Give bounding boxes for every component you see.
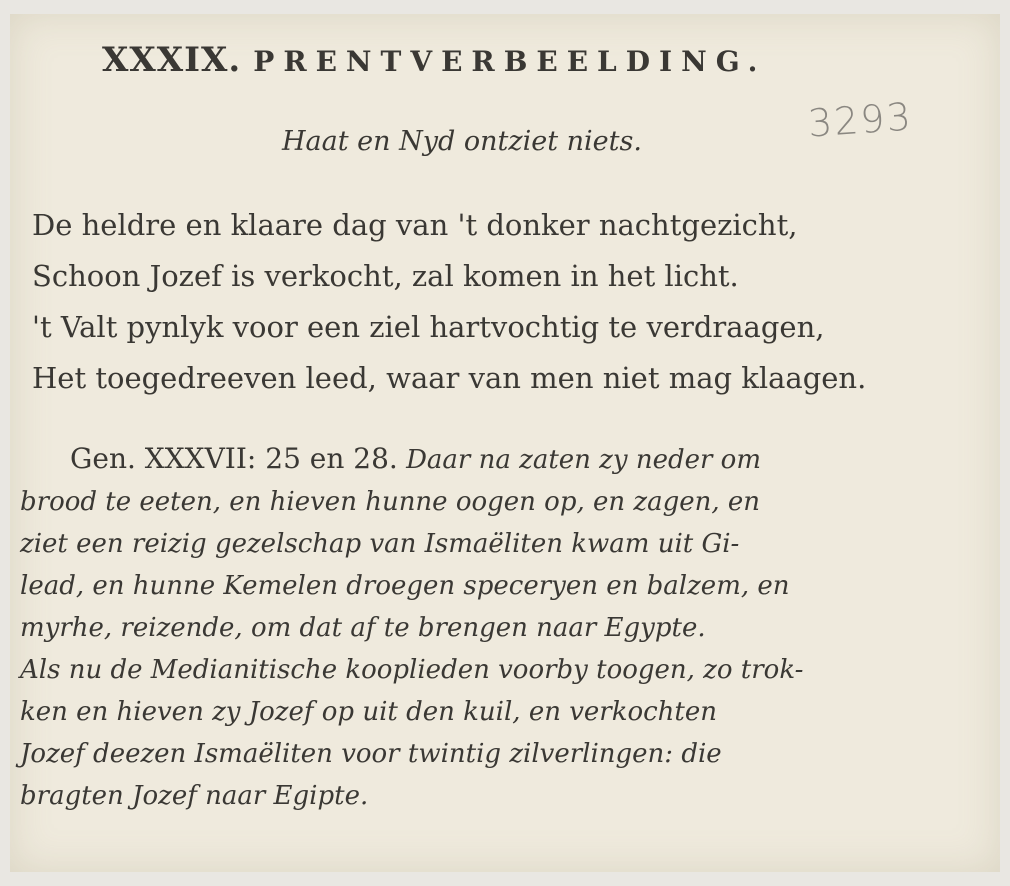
- scripture-line: Jozef deezen Ismaëliten voor twintig zilverlingen: die: [20, 739, 722, 769]
- scripture-line: ken en hieven zy Jozef op uit den kuil, en verkochten: [20, 697, 718, 727]
- scripture-line: brood te eeten, en hieven hunne oogen op, en zagen, en: [20, 487, 761, 517]
- scripture-line: ziet een reizig gezelschap van Ismaëliten kwam uit Gi-: [20, 529, 740, 559]
- scripture-line: Als nu de Medianitische kooplieden voorby toogen, zo trok-: [20, 655, 804, 685]
- poem-line: Schoon Jozef is verkocht, zal komen in het licht.: [32, 259, 739, 293]
- scripture-first-line: [20, 438, 990, 481]
- scripture-line: bragten Jozef naar Egipte.: [20, 781, 369, 811]
- poem-line: 't Valt pynlyk voor een ziel hartvochtig te verdraagen,: [32, 310, 825, 344]
- scripture-passage: [20, 438, 990, 817]
- handwritten-archive-number: 3293: [806, 94, 915, 146]
- scripture-line: lead, en hunne Kemelen droegen speceryen en balzem, en: [20, 571, 790, 601]
- scripture-reference: Gen. XXXVII: 25 en 28.: [70, 442, 398, 475]
- subtitle: Haat en Nyd ontziet niets.: [282, 126, 642, 157]
- scripture-line: myrhe, reizende, om dat af te brengen naar Egypte.: [20, 613, 706, 643]
- heading-word: PRENTVERBEELDING.: [253, 45, 767, 78]
- scripture-text: Daar na zaten zy neder om: [406, 445, 761, 475]
- poem: [32, 200, 992, 404]
- heading-number: XXXIX.: [102, 40, 242, 80]
- page-heading: [102, 40, 766, 80]
- poem-line: Het toegedreeven leed, waar van men niet mag klaagen.: [32, 361, 867, 395]
- document-page: [10, 14, 1000, 872]
- poem-line: De heldre en klaare dag van 't donker nachtgezicht,: [32, 208, 798, 242]
